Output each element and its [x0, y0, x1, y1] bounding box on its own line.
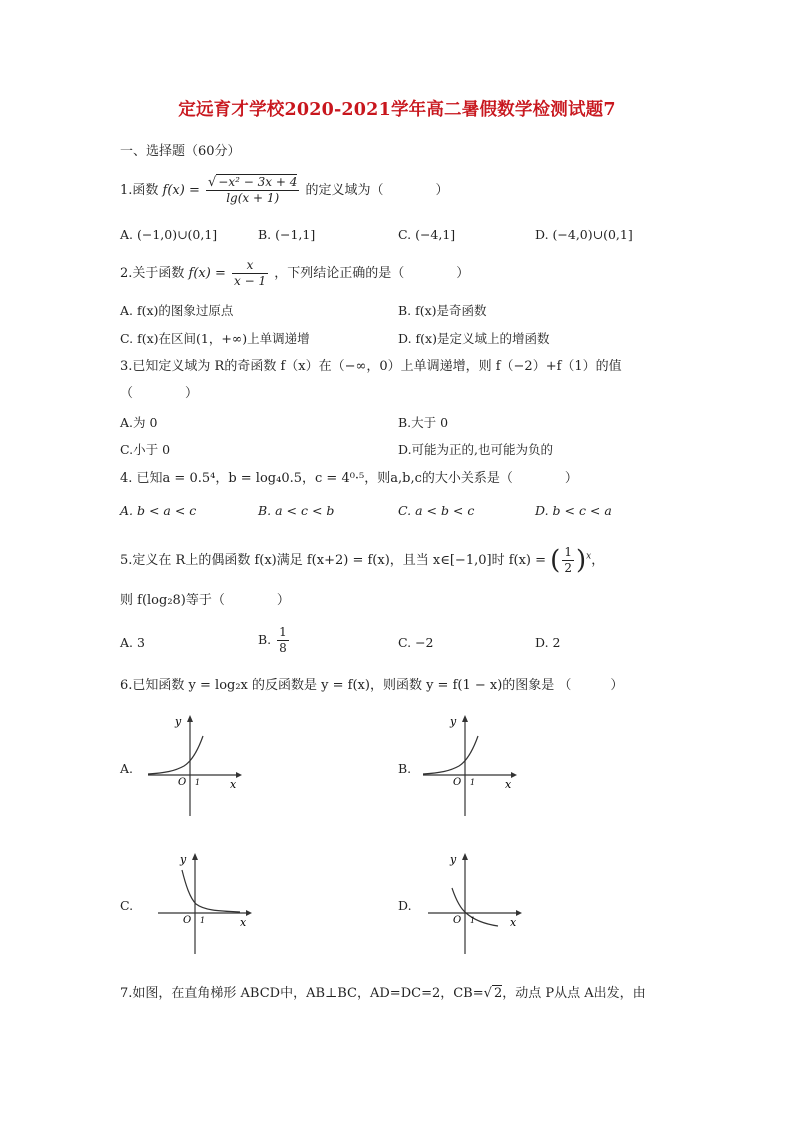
- q6-d-x-label: x: [510, 916, 517, 929]
- q1-option-b: B. (−1,1]: [258, 227, 316, 242]
- q4-option-b: B. a < c < b: [258, 503, 335, 518]
- q6-c-one: 1: [200, 916, 206, 925]
- q3-option-c: C.小于 0: [120, 442, 171, 457]
- question-7: 7.如图，在直角梯形 ABCD中，AB⊥BC，AD=DC=2，CB=√ 2，动点 P从点 A出发，由: [120, 986, 646, 1001]
- q6-d-y-label: y: [450, 853, 457, 866]
- question-1-denominator: lg(x + 1): [226, 191, 280, 205]
- q2-option-c: C. f(x)在区间(1，+∞)上单调递增: [120, 331, 310, 346]
- q6-graph-d: [420, 850, 530, 960]
- q5-option-b: [258, 625, 291, 656]
- question-1-func: f(x) =: [162, 183, 200, 198]
- q3-option-a: A.为 0: [120, 415, 158, 430]
- question-3-line-2: （ ）: [120, 386, 199, 401]
- q1-option-a: A. (−1,0)∪(0,1]: [120, 227, 218, 242]
- q5-option-b-num: 1: [279, 625, 287, 639]
- question-1-numerator: −x² − 3x + 4: [218, 175, 298, 189]
- section-heading: 一、选择题（60分）: [120, 144, 241, 159]
- q6-c-x-label: x: [240, 916, 247, 929]
- q6-a-one: 1: [195, 778, 201, 787]
- question-3-line-1: 3.已知定义域为 R的奇函数 f（x）在（−∞，0）上单调递增，则 f（−2）+f（1）的值: [120, 359, 622, 374]
- page-title: 定远育才学校2020-2021学年高二暑假数学检测试题7: [178, 100, 616, 120]
- question-2: [120, 258, 469, 289]
- q2-option-b: B. f(x)是奇函数: [398, 303, 487, 318]
- q6-label-d: D.: [398, 898, 412, 913]
- question-1-prefix: 1.函数: [120, 183, 159, 198]
- q6-a-y-label: y: [175, 715, 182, 728]
- q5-option-b-label: B.: [258, 632, 272, 647]
- q3-option-d: D.可能为正的,也可能为负的: [398, 442, 554, 457]
- q6-graph-b: [415, 712, 525, 822]
- q6-a-origin: O: [178, 777, 187, 788]
- question-5-text: 5.定义在 R上的偶函数 f(x)满足 f(x+2) = f(x)，且当 x∈[−1,0]时 f(x) =: [120, 553, 547, 568]
- q4-option-a: A. b < a < c: [120, 503, 197, 518]
- q6-graph-a: [140, 712, 250, 822]
- q6-label-b: B.: [398, 761, 412, 776]
- q5-option-c: C. −2: [398, 635, 434, 650]
- question-7-text-a: 7.如图，在直角梯形 ABCD中，AB⊥BC，AD=DC=2，CB=: [120, 986, 484, 1001]
- question-6: 6.已知函数 y = log₂x 的反函数是 y = f(x)，则函数 y = f(1 − x)的图象是 （ ）: [120, 678, 624, 693]
- q3-option-b: B.大于 0: [398, 415, 449, 430]
- q1-option-c: C. (−4,1]: [398, 227, 456, 242]
- question-2-suffix: ，下列结论正确的是（ ）: [274, 266, 470, 281]
- q6-label-a: A.: [120, 761, 134, 776]
- q6-b-y-label: y: [450, 715, 457, 728]
- question-7-text-b: ，动点 P从点 A出发，由: [502, 986, 646, 1001]
- question-2-func: f(x) =: [188, 266, 226, 281]
- question-4: 4. 已知a = 0.5⁴，b = log₄0.5，c = 4⁰·⁵，则a,b,c的大小关系是（ ）: [120, 471, 578, 486]
- q4-option-d: D. b < c < a: [535, 503, 612, 518]
- question-5-half-den: 2: [564, 561, 572, 575]
- q6-b-x-label: x: [505, 778, 512, 791]
- q6-d-one: 1: [470, 916, 476, 925]
- question-2-numerator: x: [232, 258, 268, 274]
- question-5-power: x: [586, 551, 592, 562]
- q6-c-origin: O: [183, 915, 192, 926]
- q6-a-x-label: x: [230, 778, 237, 791]
- q6-label-c: C.: [120, 898, 134, 913]
- q6-b-origin: O: [453, 777, 462, 788]
- question-5-end: ，: [591, 553, 605, 568]
- q5-option-b-den: 8: [279, 641, 287, 655]
- q6-graph-c: [150, 850, 260, 960]
- question-1: [120, 175, 449, 206]
- q4-option-c: C. a < b < c: [398, 503, 475, 518]
- question-1-fraction: $\frac{\text{√ −x² − 3x + 4}}{\lg(x + 1)}$: [208, 175, 298, 205]
- question-5-line-1: 5.定义在 R上的偶函数 f(x)满足 f(x+2) = f(x)，且当 x∈[−1,0]时 f(x) = ( $\frac{1}{2}$ )$^x$，: [120, 545, 605, 576]
- question-2-denominator: x − 1: [234, 274, 267, 288]
- q5-option-d: D. 2: [535, 635, 561, 650]
- q6-b-one: 1: [470, 778, 476, 787]
- q6-d-origin: O: [453, 915, 462, 926]
- q5-option-a: A. 3: [120, 635, 145, 650]
- question-5-line-2: 则 f(log₂8)等于（ ）: [120, 593, 290, 608]
- question-2-prefix: 2.关于函数: [120, 266, 185, 281]
- q2-option-a: A. f(x)的图象过原点: [120, 303, 234, 318]
- question-5-half-num: 1: [564, 545, 572, 559]
- question-7-sqrt: 2: [493, 986, 503, 1001]
- question-5-half: [562, 545, 574, 576]
- question-2-fraction: [232, 258, 268, 289]
- q6-c-y-label: y: [180, 853, 187, 866]
- question-1-suffix: 的定义域为（ ）: [305, 183, 449, 198]
- q1-option-d: D. (−4,0)∪(0,1]: [535, 227, 633, 242]
- q2-option-d: D. f(x)是定义域上的增函数: [398, 331, 550, 346]
